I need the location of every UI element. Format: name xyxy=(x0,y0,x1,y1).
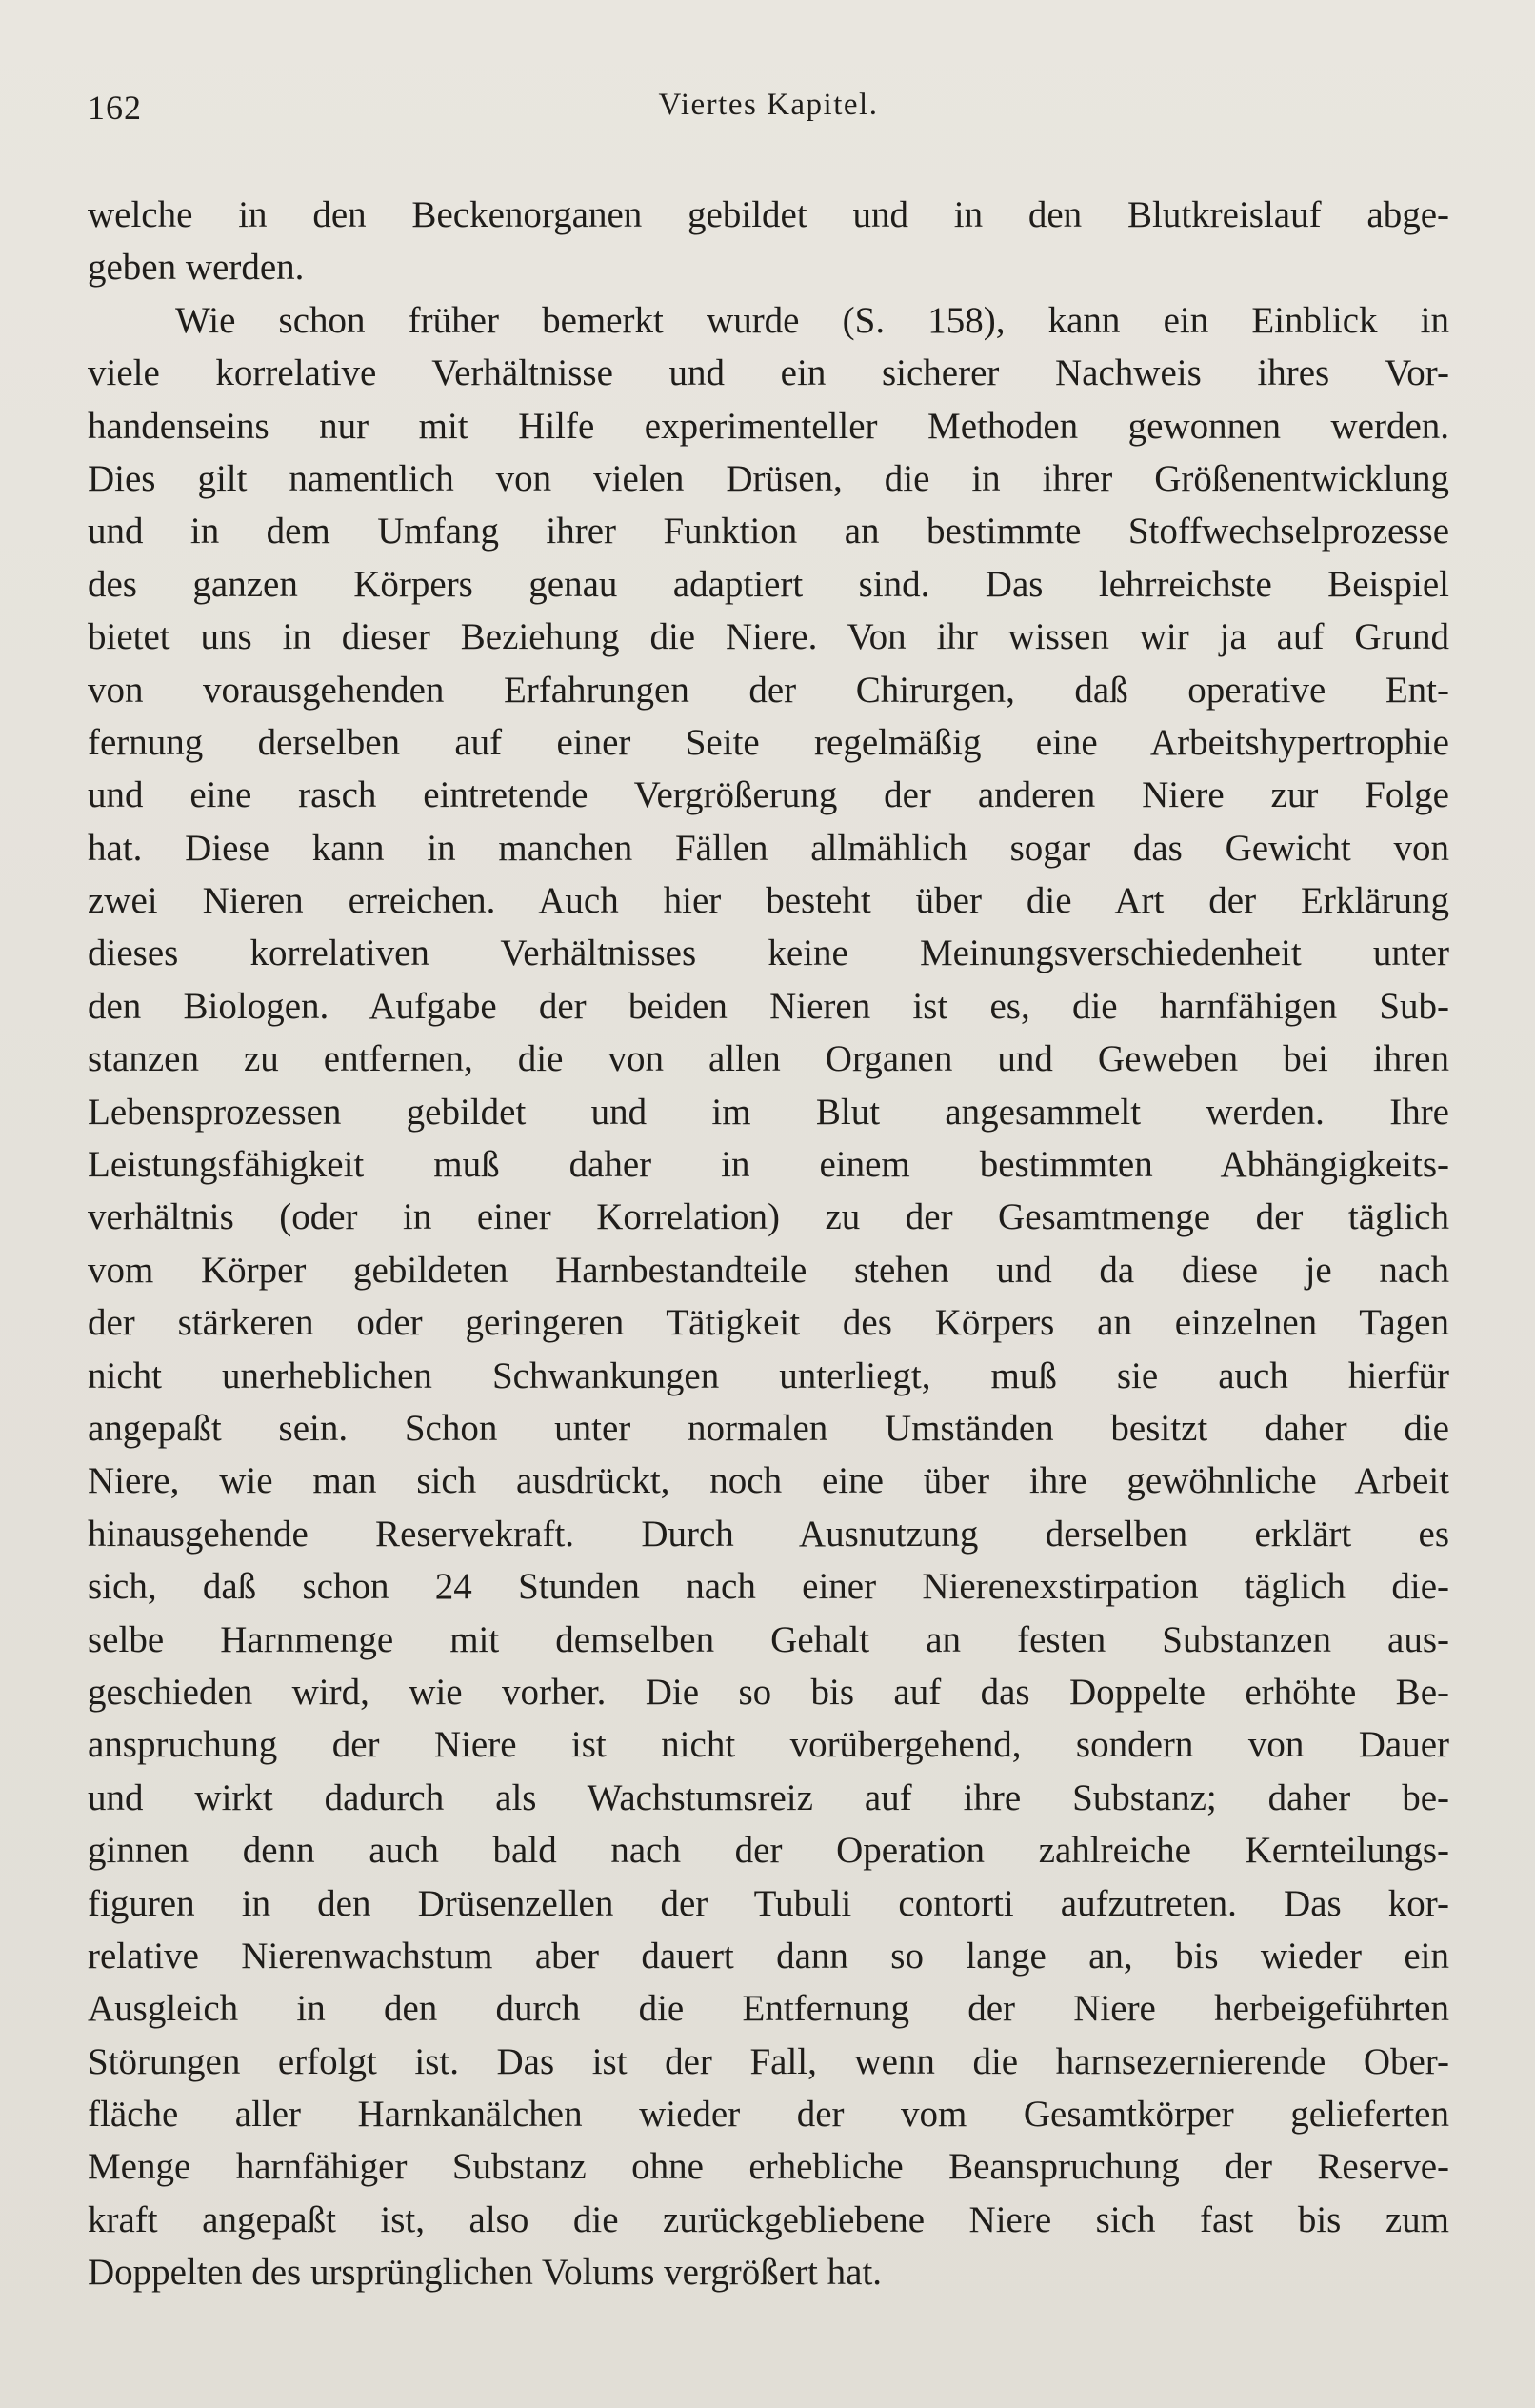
text-line: vom Körper gebildeten Harnbestandteile stehen und da diese je nach xyxy=(88,1249,1449,1291)
text-line: verhältnis (oder in einer Korrelation) zu der Gesamtmenge der täglich xyxy=(88,1196,1449,1238)
text-line: bietet uns in dieser Beziehung die Niere. Von ihr wissen wir ja auf Grund xyxy=(88,616,1449,658)
text-line: hinausgehende Reservekraft. Durch Ausnutzung derselben erklärt es xyxy=(88,1513,1449,1555)
text-line: Lebensprozessen gebildet und im Blut angesammelt werden. Ihre xyxy=(88,1091,1449,1133)
text-line: hat. Diese kann in manchen Fällen allmählich sogar das Gewicht von xyxy=(88,827,1449,869)
text-line: kraft angepaßt ist, also die zurückgebliebene Niere sich fast bis zum xyxy=(88,2198,1449,2240)
text-line: dieses korrelativen Verhältnisses keine Meinungsverschiedenheit unter xyxy=(88,933,1449,974)
text-line: Niere, wie man sich ausdrückt, noch eine über ihre gewöhnliche Arbeit xyxy=(88,1460,1449,1502)
text-line: relative Nierenwachstum aber dauert dann so lange an, bis wieder ein xyxy=(88,1935,1449,1977)
text-line: nicht unerheblichen Schwankungen unterliegt, muß sie auch hierfür xyxy=(88,1354,1449,1396)
text-line: der stärkeren oder geringeren Tätigkeit des Körpers an einzelnen Tagen xyxy=(88,1302,1449,1344)
text-line: und in dem Umfang ihrer Funktion an bestimmte Stoffwechselprozesse xyxy=(88,511,1449,552)
text-line: Menge harnfähiger Substanz ohne erhebliche Beanspruchung der Reserve- xyxy=(88,2146,1449,2188)
page-number: 162 xyxy=(88,89,142,127)
text-line: angepaßt sein. Schon unter normalen Umständen besitzt daher die xyxy=(88,1407,1449,1449)
text-line: sich, daß schon 24 Stunden nach einer Nierenexstirpation täglich die- xyxy=(88,1566,1449,1608)
body-text xyxy=(88,189,1449,2299)
text-line: Dies gilt namentlich von vielen Drüsen, die in ihrer Größenentwicklung xyxy=(88,457,1449,499)
text-line: viele korrelative Verhältnisse und ein sicherer Nachweis ihres Vor- xyxy=(88,352,1449,394)
text-line: Leistungsfähigkeit muß daher in einem bestimmten Abhängigkeits- xyxy=(88,1144,1449,1186)
text-line: fläche aller Harnkanälchen wieder der vom Gesamtkörper gelieferten xyxy=(88,2094,1449,2136)
text-line: welche in den Beckenorganen gebildet und in den Blutkreislauf abge- xyxy=(88,194,1449,235)
text-line: fernung derselben auf einer Seite regelmäßig eine Arbeitshypertrophie xyxy=(88,721,1449,763)
text-line: und eine rasch eintretende Vergrößerung der anderen Niere zur Folge xyxy=(88,774,1449,816)
text-line: anspruchung der Niere ist nicht vorübergehend, sondern von Dauer xyxy=(88,1724,1449,1766)
text-line: Störungen erfolgt ist. Das ist der Fall, wenn die harnsezernierende Ober- xyxy=(88,2040,1449,2082)
page-header xyxy=(88,88,1449,145)
text-line: geschieden wird, wie vorher. Die so bis auf das Doppelte erhöhte Be- xyxy=(88,1671,1449,1713)
text-line: des ganzen Körpers genau adaptiert sind. Das lehrreichste Beispiel xyxy=(88,563,1449,605)
text-line: Ausgleich in den durch die Entfernung der Niere herbeigeführten xyxy=(88,1988,1449,2030)
text-line: den Biologen. Aufgabe der beiden Nieren ist es, die harnfähigen Sub- xyxy=(88,985,1449,1027)
text-line: von vorausgehenden Erfahrungen der Chirurgen, daß operative Ent- xyxy=(88,669,1449,711)
text-line: selbe Harnmenge mit demselben Gehalt an festen Substanzen aus- xyxy=(88,1618,1449,1660)
running-head: Viertes Kapitel. xyxy=(658,88,879,122)
text-line: Wie schon früher bemerkt wurde (S. 158), kann ein Einblick in xyxy=(175,299,1449,341)
text-line: zwei Nieren erreichen. Auch hier besteht über die Art der Erklärung xyxy=(88,880,1449,922)
text-line: und wirkt dadurch als Wachstumsreiz auf ihre Substanz; daher be- xyxy=(88,1776,1449,1818)
text-line: geben werden. xyxy=(88,247,305,289)
text-line: stanzen zu entfernen, die von allen Organen und Geweben bei ihren xyxy=(88,1038,1449,1080)
text-line: figuren in den Drüsenzellen der Tubuli contorti aufzutreten. Das kor- xyxy=(88,1882,1449,1924)
text-line: Doppelten des ursprünglichen Volums vergrößert hat. xyxy=(88,2252,883,2294)
text-line: handenseins nur mit Hilfe experimenteller Methoden gewonnen werden. xyxy=(88,405,1449,447)
text-line: ginnen denn auch bald nach der Operation zahlreiche Kernteilungs- xyxy=(88,1830,1449,1872)
